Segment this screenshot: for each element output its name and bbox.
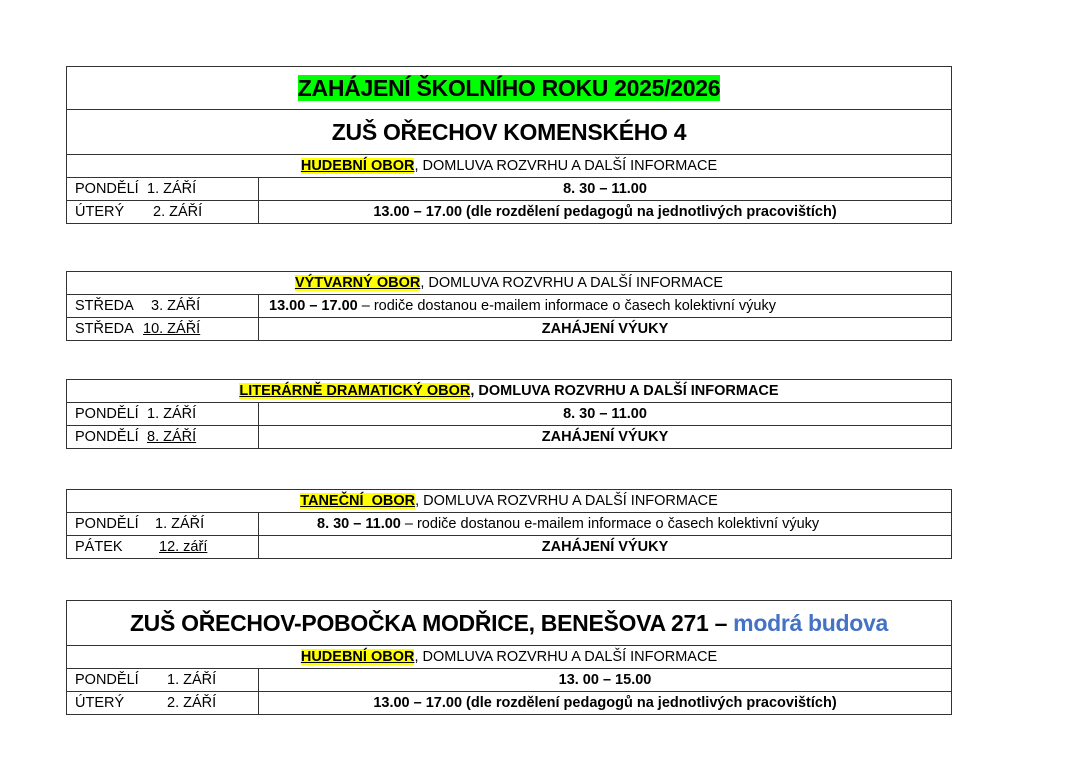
day: PONDĚLÍ — [75, 429, 139, 445]
header-suffix: , DOMLUVA ROZVRHU A DALŠÍ INFORMACE — [470, 383, 779, 399]
field-name: HUDEBNÍ OBOR — [300, 158, 415, 174]
section-header-vytvarny — [67, 272, 952, 295]
info — [259, 295, 952, 318]
date: 2. ZÁŘÍ — [167, 695, 217, 711]
day: PONDĚLÍ — [75, 516, 139, 532]
branch-name-text: ZUŠ OŘECHOV-POBOČKA MODŘICE, BENEŠOVA 271 – — [129, 610, 728, 636]
day: STŘEDA — [75, 298, 134, 314]
schedule-table-hudebni-orechov — [66, 66, 952, 224]
day: PONDĚLÍ — [75, 181, 139, 197]
section-header-hudebni — [67, 155, 952, 178]
info: 13.00 – 17.00 (dle rozdělení pedagogů na jednotlivých pracovištích) — [259, 692, 952, 715]
field-name: LITERÁRNĚ DRAMATICKÝ OBOR — [239, 383, 471, 399]
day-date — [75, 429, 196, 445]
day: PÁTEK — [75, 539, 123, 555]
time: 13.00 – 17.00 — [269, 298, 358, 314]
table-row — [67, 513, 952, 536]
info: ZAHÁJENÍ VÝUKY — [259, 536, 952, 559]
time: 8. 30 – 11.00 — [317, 516, 401, 532]
table-row — [67, 669, 952, 692]
day: ÚTERÝ — [75, 695, 125, 711]
date: 1. ZÁŘÍ — [155, 516, 205, 532]
day: STŘEDA — [75, 321, 134, 337]
table-row — [67, 295, 952, 318]
table-row — [67, 426, 952, 449]
document-title — [67, 67, 952, 110]
header-suffix: , DOMLUVA ROZVRHU A DALŠÍ INFORMACE — [414, 158, 718, 174]
table-row — [67, 403, 952, 426]
info: 13. 00 – 15.00 — [259, 669, 952, 692]
header-suffix: , DOMLUVA ROZVRHU A DALŠÍ INFORMACE — [415, 493, 718, 509]
date: 3. ZÁŘÍ — [151, 298, 201, 314]
schedule-table-vytvarny — [66, 271, 952, 341]
title-text: ZAHÁJENÍ ŠKOLNÍHO ROKU 2025/2026 — [297, 75, 721, 101]
day-date — [75, 539, 207, 555]
branch-note: modrá budova — [733, 610, 889, 636]
section-header-hudebni-branch — [67, 646, 952, 669]
info: ZAHÁJENÍ VÝUKY — [259, 426, 952, 449]
header-suffix: , DOMLUVA ROZVRHU A DALŠÍ INFORMACE — [414, 649, 718, 665]
date: 1. ZÁŘÍ — [147, 406, 197, 422]
date: 8. ZÁŘÍ — [147, 429, 197, 445]
date: 12. září — [159, 539, 208, 555]
info: 13.00 – 17.00 (dle rozdělení pedagogů na jednotlivých pracovištích) — [259, 201, 952, 224]
day: PONDĚLÍ — [75, 672, 139, 688]
school-name: ZUŠ OŘECHOV KOMENSKÉHO 4 — [67, 110, 952, 155]
schedule-table-literarne — [66, 379, 952, 449]
day: PONDĚLÍ — [75, 406, 139, 422]
header-suffix: , DOMLUVA ROZVRHU A DALŠÍ INFORMACE — [420, 275, 724, 291]
info: 8. 30 – 11.00 — [259, 178, 952, 201]
schedule-table-tanecni — [66, 489, 952, 559]
info: ZAHÁJENÍ VÝUKY — [259, 318, 952, 341]
field-name: HUDEBNÍ OBOR — [300, 649, 415, 665]
date: 1. ZÁŘÍ — [167, 672, 217, 688]
date: 10. ZÁŘÍ — [143, 321, 201, 337]
schedule-table-branch-modrice — [66, 600, 952, 715]
day-date — [75, 321, 200, 337]
note: – rodiče dostanou e-mailem informace o časech kolektivní výuky — [400, 516, 820, 532]
date: 2. ZÁŘÍ — [153, 204, 203, 220]
info — [259, 513, 952, 536]
info: 8. 30 – 11.00 — [259, 403, 952, 426]
branch-name — [67, 601, 952, 646]
section-header-tanecni — [67, 490, 952, 513]
day: ÚTERÝ — [75, 204, 125, 220]
table-row — [67, 692, 952, 715]
table-row — [67, 318, 952, 341]
table-row — [67, 201, 952, 224]
date: 1. ZÁŘÍ — [147, 181, 197, 197]
note: – rodiče dostanou e-mailem informace o časech kolektivní výuky — [357, 298, 776, 314]
table-row — [67, 178, 952, 201]
field-name: TANEČNÍ OBOR — [300, 493, 416, 509]
section-header-literarne — [67, 380, 952, 403]
table-row — [67, 536, 952, 559]
field-name: VÝTVARNÝ OBOR — [294, 275, 421, 291]
